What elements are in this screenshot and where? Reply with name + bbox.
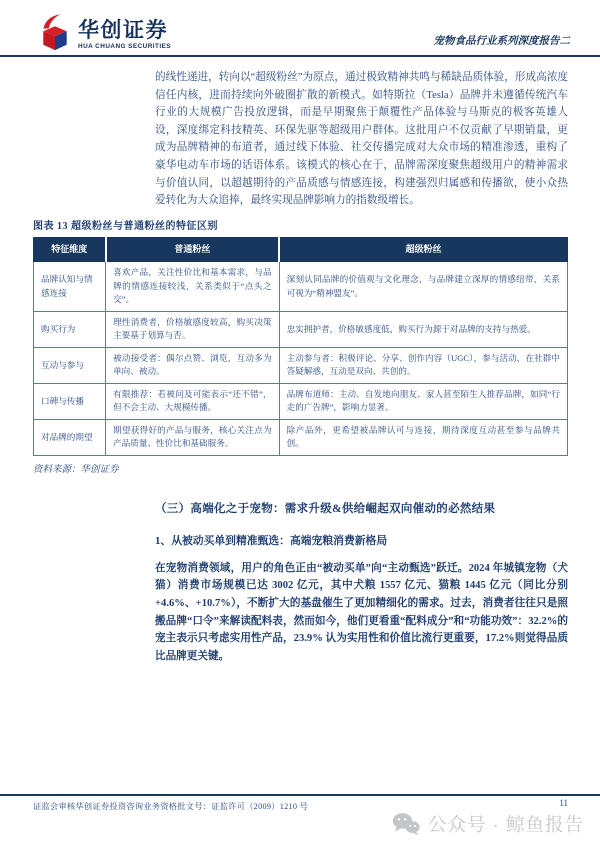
watermark-label: 公众号 · 鲸鱼报告 (428, 814, 584, 835)
cell-dimension: 品牌认知与情感连接 (34, 262, 106, 312)
table-row (34, 347, 568, 383)
table-row (34, 311, 568, 347)
huachuang-logo (37, 13, 171, 53)
table-header-row (34, 237, 568, 262)
cell-super: 深刻认同品牌的价值观与文化理念，与品牌建立深厚的情感纽带，关系可视为“精神盟友”。 (279, 262, 567, 312)
report-series-title: 宠物食品行业系列深度报告二 (433, 36, 570, 47)
cell-ordinary: 有限推荐：若被问及可能表示“还不错”，但不会主动、大规模传播。 (106, 383, 280, 419)
cell-dimension: 对品牌的期望 (34, 419, 106, 455)
wechat-watermark (392, 811, 584, 837)
subsection-heading: 1、从被动买单到精准甄选：高端宠粮消费新格局 (155, 534, 388, 547)
figure-13-title: 图表 13 超级粉丝与普通粉丝的特征区别 (33, 220, 218, 232)
cell-dimension: 购买行为 (34, 311, 106, 347)
cell-ordinary: 理性消费者，价格敏感度较高，购买决策主要基于划算与否。 (106, 311, 280, 347)
page-header (0, 0, 600, 57)
brand-text (78, 13, 171, 50)
cell-dimension: 互动与参与 (34, 347, 106, 383)
footer-disclaimer: 证监会审核华创证券投资咨询业务资格批文号：证监许可（2009）1210 号 (33, 802, 309, 811)
col-header-ordinary-fan: 普通粉丝 (106, 237, 280, 262)
table-row (34, 383, 568, 419)
cell-super: 主动参与者：积极评论、分享、创作内容（UGC），参与活动，在社群中答疑解惑，互动是双向、共创的。 (279, 347, 567, 383)
huachuang-cube-logo-icon (37, 13, 73, 53)
cell-super: 除产品外，更希望被品牌认可与连接，期待深度互动甚至参与品牌共创。 (279, 419, 567, 455)
cell-ordinary: 喜欢产品，关注性价比和基本需求，与品牌的情感连接较浅，关系类似于“点头之交”。 (106, 262, 280, 312)
footer-divider (0, 794, 600, 796)
body-paragraph-2: 在宠物消费领域，用户的角色正由“被动买单”向“主动甄选”跃迁。2024 年城镇宠物（犬猫）消费市场规模已达 3002 亿元，其中犬粮 1557 亿元、猫粮 1445 亿元（同比分别+4.6%、+10.7%），不断扩大的基盘催生了更加精细化的需求。过去，消费者往往只是照搬品牌“口令”来解读配料表，然而如今，他们更看重“配料成分”和“功能功效”：32.2%的宠主表示只考虑实用性产品，23.9% 认为实用性和价值比流行更重要，17.2%则觉得品质比品牌更关键。 (155, 562, 568, 662)
col-header-dimension: 特征维度 (34, 237, 106, 262)
section-heading: （三）高端化之于宠物：需求升级&供给崛起双向催动的必然结果 (155, 502, 496, 515)
body-paragraph-1: 的线性递进，转向以“超级粉丝”为原点，通过极致精神共鸣与稀缺品质体验，形成高浓度信任内核，进而持续向外破圈扩散的新模式。如特斯拉（Tesla）品牌并未遵循传统汽车行业的大规模广告投放逻辑，而是早期聚焦于颠覆性产品体验与马斯克的极客英雄人设，深度绑定科技精英、环保先驱等超级用户群体。这批用户不仅贡献了早期销量，更成为品牌精神的布道者，通过线下体验、社交传播完成对大众市场的精准渗透，重构了豪华电动车市场的话语体系。该模式的核心在于，品牌需深度聚焦超级用户的精神需求与价值认同，以超越期待的产品质感与情感连接，构建强烈归属感和传播欲，使小众热爱转化为大众追捧，最终实现品牌影响力的指数级增长。 (155, 72, 568, 207)
table-row (34, 262, 568, 312)
cell-super: 品牌布道师：主动、自发地向朋友、家人甚至陌生人推荐品牌，如同“行走的广告牌”，影响力显著。 (279, 383, 567, 419)
wechat-icon (392, 812, 420, 836)
page-content (33, 69, 568, 665)
cell-dimension: 口碑与传播 (34, 383, 106, 419)
figure-source-note: 资料来源：华创证券 (33, 464, 119, 475)
cell-super: 忠实拥护者，价格敏感度低，购买行为源于对品牌的支持与热爱。 (279, 311, 567, 347)
brand-name-en: HUA CHUANG SECURITIES (78, 43, 172, 50)
fan-comparison-table (33, 237, 568, 456)
table-row (34, 419, 568, 455)
col-header-super-fan: 超级粉丝 (279, 237, 567, 262)
cell-ordinary: 期望获得好的产品与服务，核心关注点为产品质量、性价比和基础服务。 (106, 419, 280, 455)
page-number: 11 (559, 798, 568, 808)
brand-name-cn: 华创证券 (78, 19, 168, 42)
cell-ordinary: 被动接受者：偶尔点赞、浏览，互动多为单向、被动。 (106, 347, 280, 383)
